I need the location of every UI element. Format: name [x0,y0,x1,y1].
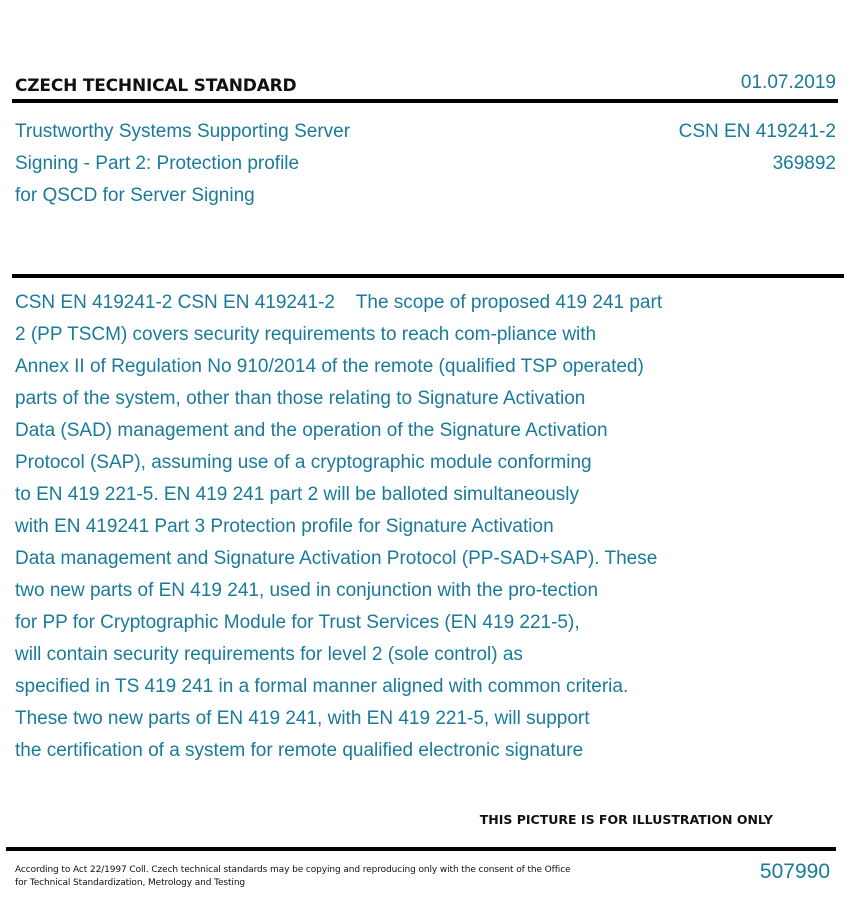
standard-header-label: CZECH TECHNICAL STANDARD [15,76,297,96]
abstract-line: the certification of a system for remote qualified electronic signature [15,740,584,761]
title-line: for QSCD for Server Signing [15,185,255,206]
abstract-line: Data management and Signature Activation Protocol (PP-SAD+SAP). These [15,548,658,569]
title-line: Trustworthy Systems Supporting Server [15,121,351,142]
abstract-line: for PP for Cryptographic Module for Trust Services (EN 419 221-5), [15,612,580,633]
abstract-line: specified in TS 419 241 in a formal manner aligned with common criteria. [15,676,629,697]
abstract-line: two new parts of EN 419 241, used in conjunction with the pro-tection [15,580,599,601]
abstract-line: Annex II of Regulation No 910/2014 of the remote (qualified TSP operated) [15,356,644,377]
middle-divider [12,274,844,278]
abstract-line: Protocol (SAP), assuming use of a cryptographic module conforming [15,452,592,473]
abstract-text [15,287,815,767]
copyright-line: According to Act 22/1997 Coll. Czech technical standards may be copying and reproducing only with the consent of the Office [15,865,571,875]
abstract-line: 2 (PP TSCM) covers security requirements to reach com-pliance with [15,324,597,345]
top-divider [12,99,838,103]
abstract-line: These two new parts of EN 419 241, with EN 419 221-5, will support [15,708,590,729]
catalog-number: 369892 [772,153,836,174]
title-line: Signing - Part 2: Protection profile [15,153,300,174]
illustration-disclaimer: THIS PICTURE IS FOR ILLUSTRATION ONLY [479,812,773,827]
copyright-notice [15,864,615,890]
abstract-line: CSN EN 419241-2 CSN EN 419241-2 The scope of proposed 419 241 part [15,292,663,313]
document-number: 507990 [759,860,830,883]
abstract-line: will contain security requirements for level 2 (sole control) as [15,644,523,665]
standard-date: 01.07.2019 [740,72,836,93]
bottom-divider [6,847,836,851]
abstract-line: Data (SAD) management and the operation of the Signature Activation [15,420,608,441]
standard-title [15,116,475,212]
standard-code: CSN EN 419241-2 [678,121,836,142]
abstract-line: parts of the system, other than those relating to Signature Activation [15,388,586,409]
abstract-line: with EN 419241 Part 3 Protection profile for Signature Activation [15,516,554,537]
copyright-line: for Technical Standardization, Metrology and Testing [15,878,246,888]
standard-identifiers [679,116,836,180]
abstract-line: to EN 419 221-5. EN 419 241 part 2 will be balloted simultaneously [15,484,580,505]
